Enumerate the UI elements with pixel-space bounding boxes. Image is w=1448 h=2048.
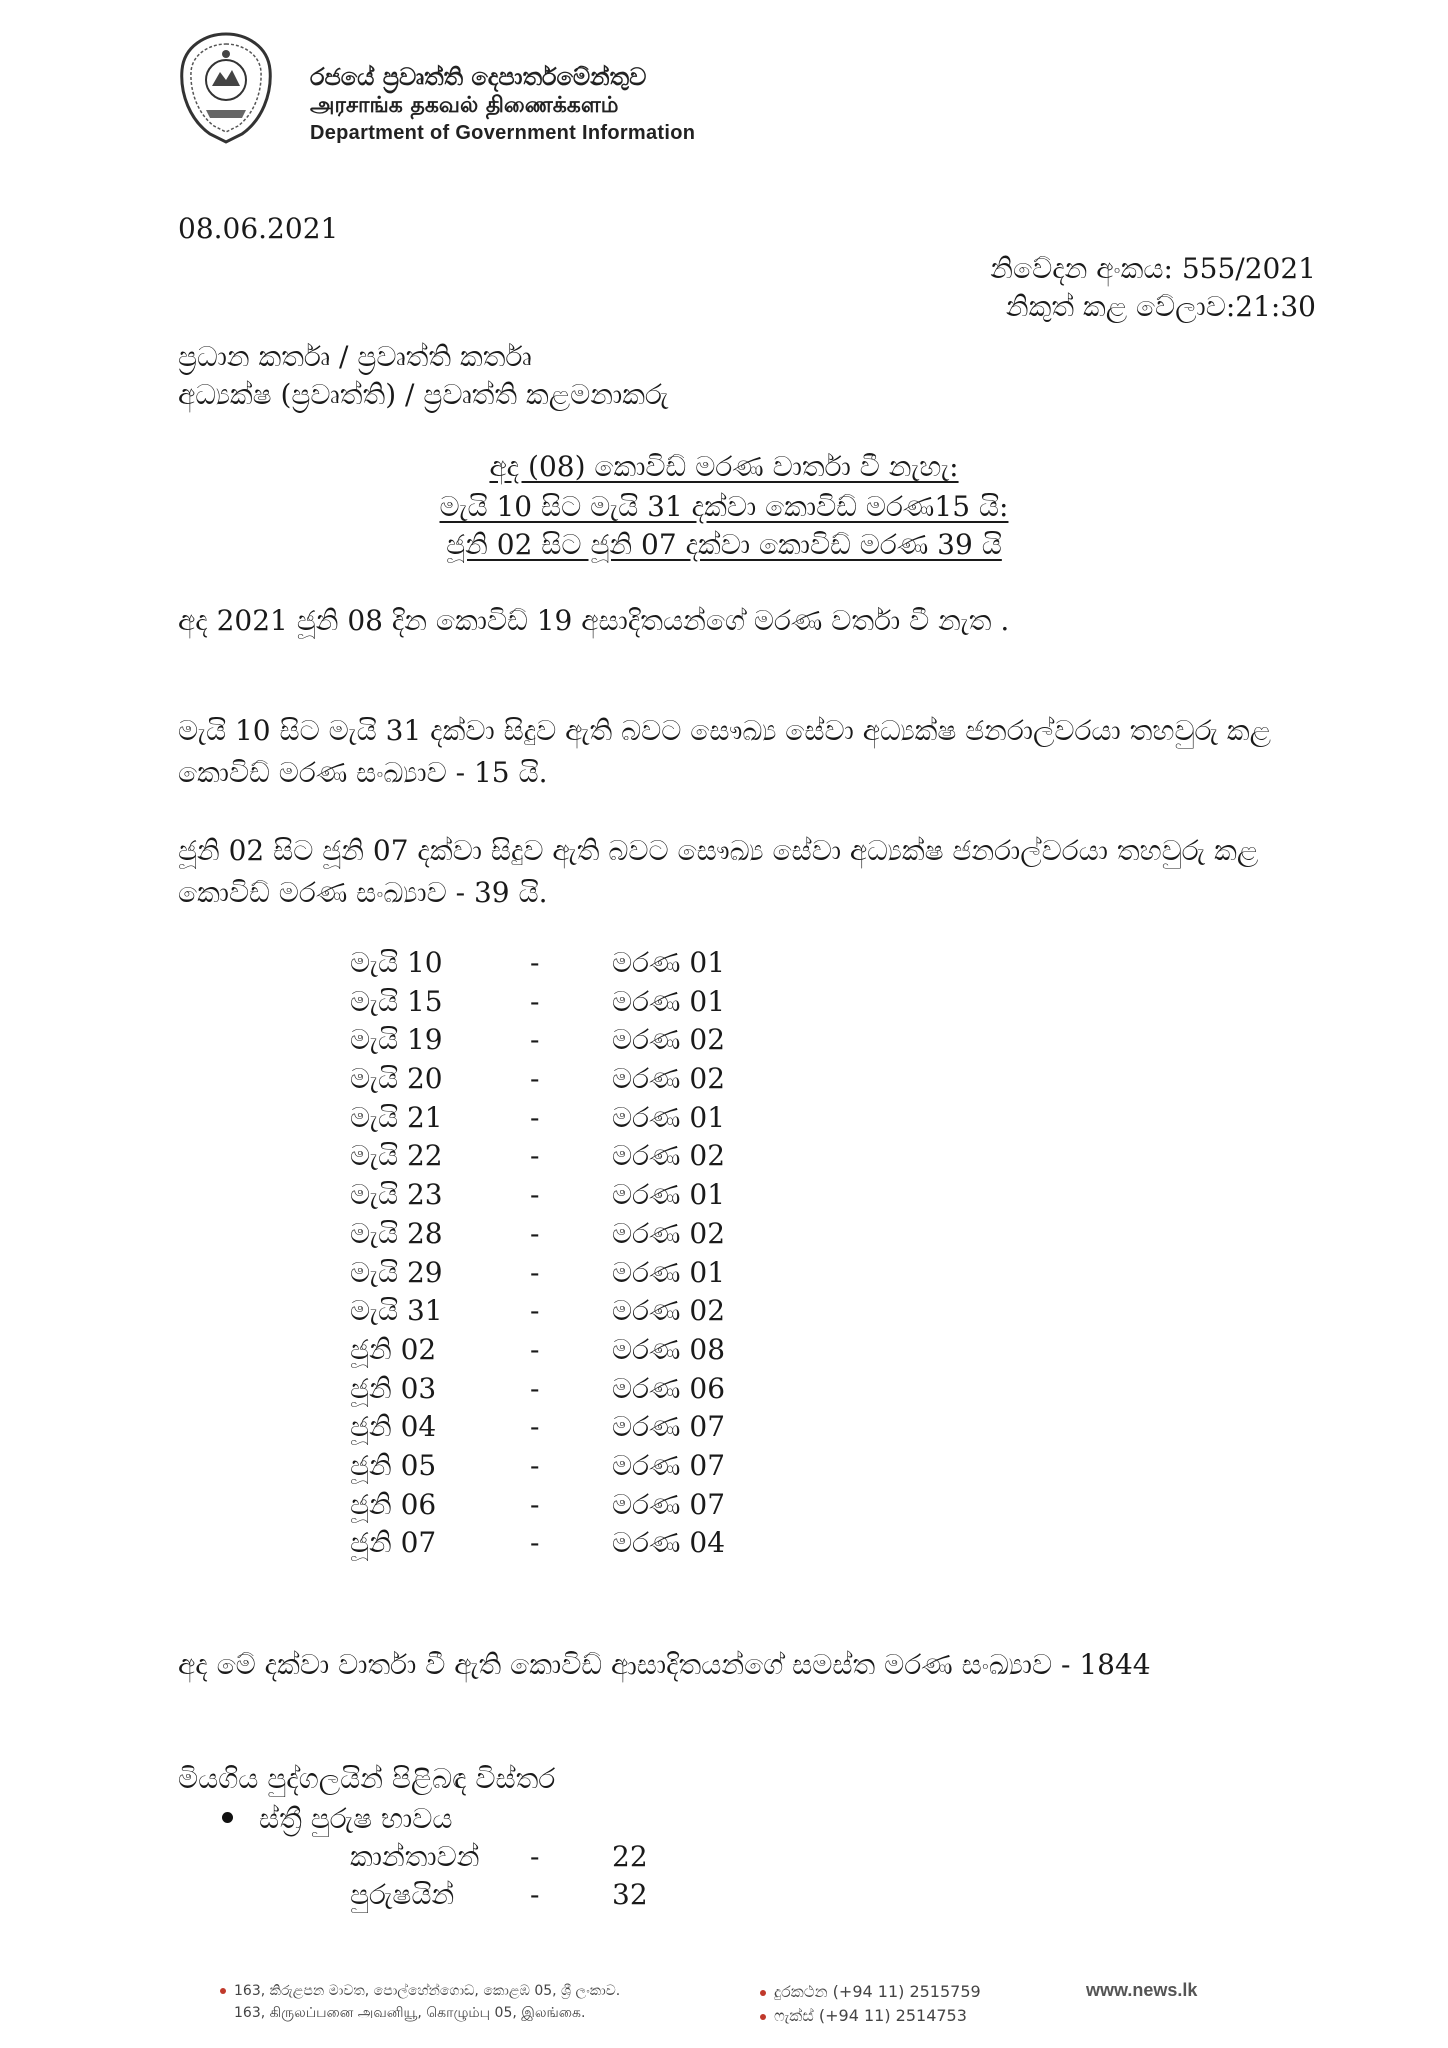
death-date: මැයි 15 bbox=[350, 984, 443, 1018]
bullet-icon bbox=[222, 1812, 233, 1823]
footer bbox=[0, 1980, 1448, 2048]
death-count: මරණ 04 bbox=[612, 1526, 726, 1560]
death-date: මැයි 10 bbox=[350, 946, 443, 979]
death-separator: - bbox=[530, 1294, 540, 1328]
headline-line-2: මැයි 10 සිට මැයි 31 දක්වා කොවිඩ් මරණ15 යි: bbox=[439, 490, 1009, 523]
male-label: පුරුෂයින් bbox=[350, 1878, 455, 1911]
death-separator: - bbox=[530, 1100, 540, 1134]
paragraph-june: ජූනි 02 සිට ජූනි 07 දක්වා සිදුව ඇති බවට සෞඛ්‍ය සේවා අධ්‍යක්ෂ ජනරාල්වරයා තහවුරු කළ කොවිඩ් මරණ සංඛ්‍යාව - 39 යි. bbox=[178, 834, 1259, 909]
death-date: ජූනි 04 bbox=[350, 1410, 437, 1444]
department-name-english: Department of Government Information bbox=[310, 122, 696, 144]
death-date: මැයි 31 bbox=[350, 1294, 443, 1328]
death-date: මැයි 23 bbox=[350, 1178, 443, 1212]
death-date: ජූනි 05 bbox=[350, 1448, 437, 1482]
female-label: කාන්තාවන් bbox=[350, 1840, 480, 1873]
details-title: මියගිය පුද්ගලයින් පිළිබඳ විස්තර bbox=[178, 1762, 556, 1795]
bullet-icon bbox=[220, 1988, 226, 1994]
department-name-tamil: அரசாங்க தகவல் திணைக்களம் bbox=[310, 93, 619, 118]
death-count: මරණ 01 bbox=[612, 1100, 726, 1134]
headline-line-1: අද (08) කොවිඩ් මරණ වාර්තා වී නැහැ: bbox=[489, 450, 959, 483]
death-date: ජූනි 07 bbox=[350, 1526, 437, 1560]
death-count: මරණ 08 bbox=[612, 1332, 726, 1366]
death-count: මරණ 02 bbox=[612, 1139, 726, 1173]
footer-website[interactable]: www.news.lk bbox=[1086, 1980, 1198, 2000]
death-count: මරණ 01 bbox=[612, 1255, 726, 1289]
death-count: මරණ 01 bbox=[612, 984, 726, 1018]
gender-bullet bbox=[222, 1800, 453, 1838]
bullet-icon bbox=[760, 2014, 766, 2020]
bullet-icon bbox=[760, 1990, 766, 1996]
release-time: නිකුත් කළ වේලාව:21:30 bbox=[1005, 290, 1316, 323]
death-separator: - bbox=[530, 946, 540, 979]
footer-address bbox=[220, 1980, 620, 2024]
death-count: මරණ 01 bbox=[612, 1178, 726, 1212]
death-separator: - bbox=[530, 1216, 540, 1250]
death-count: මරණ 01 bbox=[612, 946, 726, 979]
death-separator: - bbox=[530, 1448, 540, 1482]
death-date: මැයි 28 bbox=[350, 1216, 443, 1250]
death-separator: - bbox=[530, 1371, 540, 1405]
death-separator: - bbox=[530, 1410, 540, 1444]
death-count: මරණ 07 bbox=[612, 1448, 726, 1482]
male-value: 32 bbox=[612, 1878, 648, 1911]
death-separator: - bbox=[530, 1487, 540, 1521]
paragraph-may: මැයි 10 සිට මැයි 31 දක්වා සිදුව ඇති බවට සෞඛ්‍ය සේවා අධ්‍යක්ෂ ජනරාල්වරයා තහවුරු කළ කොවිඩ් මරණ සංඛ්‍යාව - 15 යි. bbox=[178, 714, 1271, 789]
footer-phone: දුරකථන (+94 11) 2515759 bbox=[774, 1982, 981, 2001]
death-date: මැයි 22 bbox=[350, 1139, 443, 1173]
headline-line-3: ජූනි 02 සිට ජූනි 07 දක්වා කොවිඩ් මරණ 39 යි bbox=[446, 528, 1002, 561]
death-separator: - bbox=[530, 1332, 540, 1366]
paragraph-total: අද මේ දක්වා වාර්තා වී ඇති කොවිඩ් ආසාදිතයන්ගේ සමස්ත මරණ සංඛ්‍යාව - 1844 bbox=[178, 1648, 1151, 1681]
death-separator: - bbox=[530, 1255, 540, 1289]
death-separator: - bbox=[530, 1062, 540, 1096]
gender-label: ස්ත්‍රී පුරුෂ භාවය bbox=[259, 1802, 453, 1835]
death-count: මරණ 06 bbox=[612, 1371, 726, 1405]
footer-fax: ෆැක්ස් (+94 11) 2514753 bbox=[774, 2006, 967, 2025]
death-separator: - bbox=[530, 1526, 540, 1560]
footer-contact bbox=[760, 1980, 981, 2028]
death-date: ජූනි 06 bbox=[350, 1487, 437, 1521]
gender-row-female bbox=[350, 1838, 648, 1876]
death-date: ජූනි 03 bbox=[350, 1371, 437, 1405]
death-count: මරණ 07 bbox=[612, 1487, 726, 1521]
death-separator: - bbox=[530, 1178, 540, 1212]
death-count: මරණ 02 bbox=[612, 1216, 726, 1250]
footer-address-sinhala: 163, කිරුළපන මාවත, පොල්හේන්ගොඩ, කොළඹ 05, ශ්‍රී ලංකාව. bbox=[234, 1983, 621, 1999]
recipient-line-1: ප්‍රධාන කර්තෘ / ප්‍රවෘත්ති කර්තෘ bbox=[178, 340, 532, 373]
footer-address-tamil: 163, கிருலப்பனை அவனியூ, கொழும்பு 05, இலங்கை. bbox=[234, 2005, 586, 2021]
male-separator: - bbox=[530, 1878, 540, 1911]
death-date: මැයි 20 bbox=[350, 1062, 443, 1096]
death-count: මරණ 02 bbox=[612, 1023, 726, 1057]
death-date: ජූනි 02 bbox=[350, 1332, 437, 1366]
death-separator: - bbox=[530, 1139, 540, 1173]
female-separator: - bbox=[530, 1840, 540, 1873]
death-date: මැයි 19 bbox=[350, 1023, 443, 1057]
death-date: මැයි 21 bbox=[350, 1100, 443, 1134]
death-count: මරණ 02 bbox=[612, 1062, 726, 1096]
recipient-line-2: අධ්‍යක්ෂ (ප්‍රවෘත්ති) / ප්‍රවෘත්ති කළමනාකරු bbox=[178, 378, 669, 411]
government-emblem-icon bbox=[176, 30, 276, 146]
female-value: 22 bbox=[612, 1840, 648, 1873]
death-count: මරණ 07 bbox=[612, 1410, 726, 1444]
death-separator: - bbox=[530, 984, 540, 1018]
release-date: 08.06.2021 bbox=[178, 212, 339, 245]
death-date: මැයි 29 bbox=[350, 1255, 443, 1289]
death-separator: - bbox=[530, 1023, 540, 1057]
gender-row-male bbox=[350, 1876, 648, 1914]
release-number: නිවේදන අංකය: 555/2021 bbox=[990, 252, 1316, 285]
death-count: මරණ 02 bbox=[612, 1294, 726, 1328]
paragraph-today: අද 2021 ජූනි 08 දින කොවිඩ් 19 අසාදිතයන්ගේ මරණ වර්තා වී නැත . bbox=[178, 604, 1010, 637]
department-name-sinhala: රජයේ ප්‍රවෘත්ති දෙපාර්තමේන්තුව bbox=[310, 63, 647, 91]
